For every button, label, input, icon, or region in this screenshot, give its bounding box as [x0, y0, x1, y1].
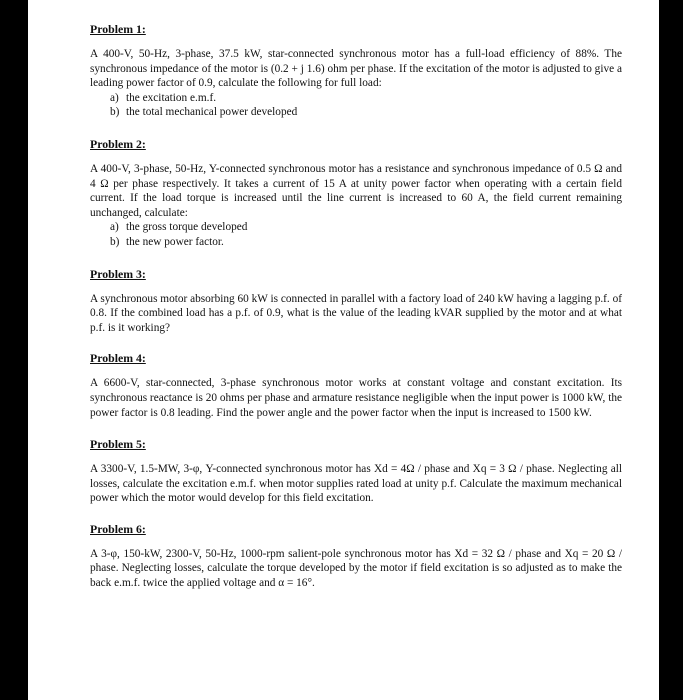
sub-question	[110, 220, 622, 235]
sub-question-marker: b)	[110, 106, 120, 119]
problem-heading: Problem 3:	[90, 266, 146, 281]
problem-1	[90, 22, 622, 120]
problem-text: A 6600-V, star-connected, 3-phase synchronous motor works at constant voltage and constant excitation. Its synchronous reactance is 20 ohms per phase and armature resistance negligible when the input power is 1000 kW, the power factor is 0.8 leading. Find the power angle and the power factor when the input is increased to 1500 kW.	[90, 377, 622, 419]
sub-question-text: the total mechanical power developed	[126, 106, 298, 119]
sub-question-text: the gross torque developed	[126, 221, 248, 234]
sub-question	[110, 91, 622, 106]
sub-question-marker: b)	[110, 235, 120, 248]
problem-heading: Problem 5:	[90, 437, 146, 452]
problem-list	[90, 22, 622, 591]
sub-question-list	[90, 220, 622, 249]
sub-question	[110, 235, 622, 250]
problem-heading: Problem 1:	[90, 22, 146, 36]
sub-question-text: the excitation e.m.f.	[126, 91, 217, 104]
sub-question-text: the new power factor.	[126, 235, 224, 248]
problem-heading: Problem 6:	[90, 521, 146, 536]
problem-heading: Problem 2:	[90, 136, 146, 151]
problem-text: A 400-V, 50-Hz, 3-phase, 37.5 kW, star-connected synchronous motor has a full-load efficiency of 88%. The synchronous impedance of the motor is (0.2 + j 1.6) ohm per phase. If the excitation of the motor is adjusted to give a leading power factor of 0.9, calculate the following for full load:	[90, 48, 622, 90]
problem-5	[90, 437, 622, 506]
problem-text: A 400-V, 3-phase, 50-Hz, Y-connected synchronous motor has a resistance and synchronous impedance of 0.5 Ω and 4 Ω per phase respectively. It takes a current of 15 A at unity power factor when operating with a certain field current. If the load torque is increased until the line current is increased to 60 A, the field current remaining unchanged, calculate:	[90, 162, 622, 219]
sub-question-marker: a)	[110, 221, 119, 234]
problem-4	[90, 351, 622, 420]
problem-text: A 3-φ, 150-kW, 2300-V, 50-Hz, 1000-rpm salient-pole synchronous motor has Xd = 32 Ω / phase and Xq = 20 Ω / phase. Neglecting losses, calculate the torque developed by the motor if field excitation is so adjusted as to make the back e.m.f. twice the applied voltage and α = 16°.	[90, 547, 622, 590]
sub-question-list	[90, 91, 622, 120]
problem-2	[90, 137, 622, 250]
problem-heading: Problem 4:	[90, 351, 146, 366]
sub-question	[110, 105, 622, 120]
problem-text: A 3300-V, 1.5-MW, 3-φ, Y-connected synchronous motor has Xd = 4Ω / phase and Xq = 3 Ω / phase. Neglecting all losses, calculate the excitation e.m.f. when motor supplies rated load at unity p.f. Calculate the maximum mechanical power which the motor would develop for this field excitation.	[90, 463, 622, 505]
sub-question-marker: a)	[110, 91, 119, 104]
document-page	[28, 0, 659, 700]
problem-6	[90, 522, 622, 591]
problem-text: A synchronous motor absorbing 60 kW is connected in parallel with a factory load of 240 kW having a lagging p.f. of 0.8. If the combined load has a p.f. of 0.9, what is the value of the leading kVAR supplied by the motor and at what p.f. is it working?	[90, 292, 622, 334]
problem-3	[90, 267, 622, 336]
